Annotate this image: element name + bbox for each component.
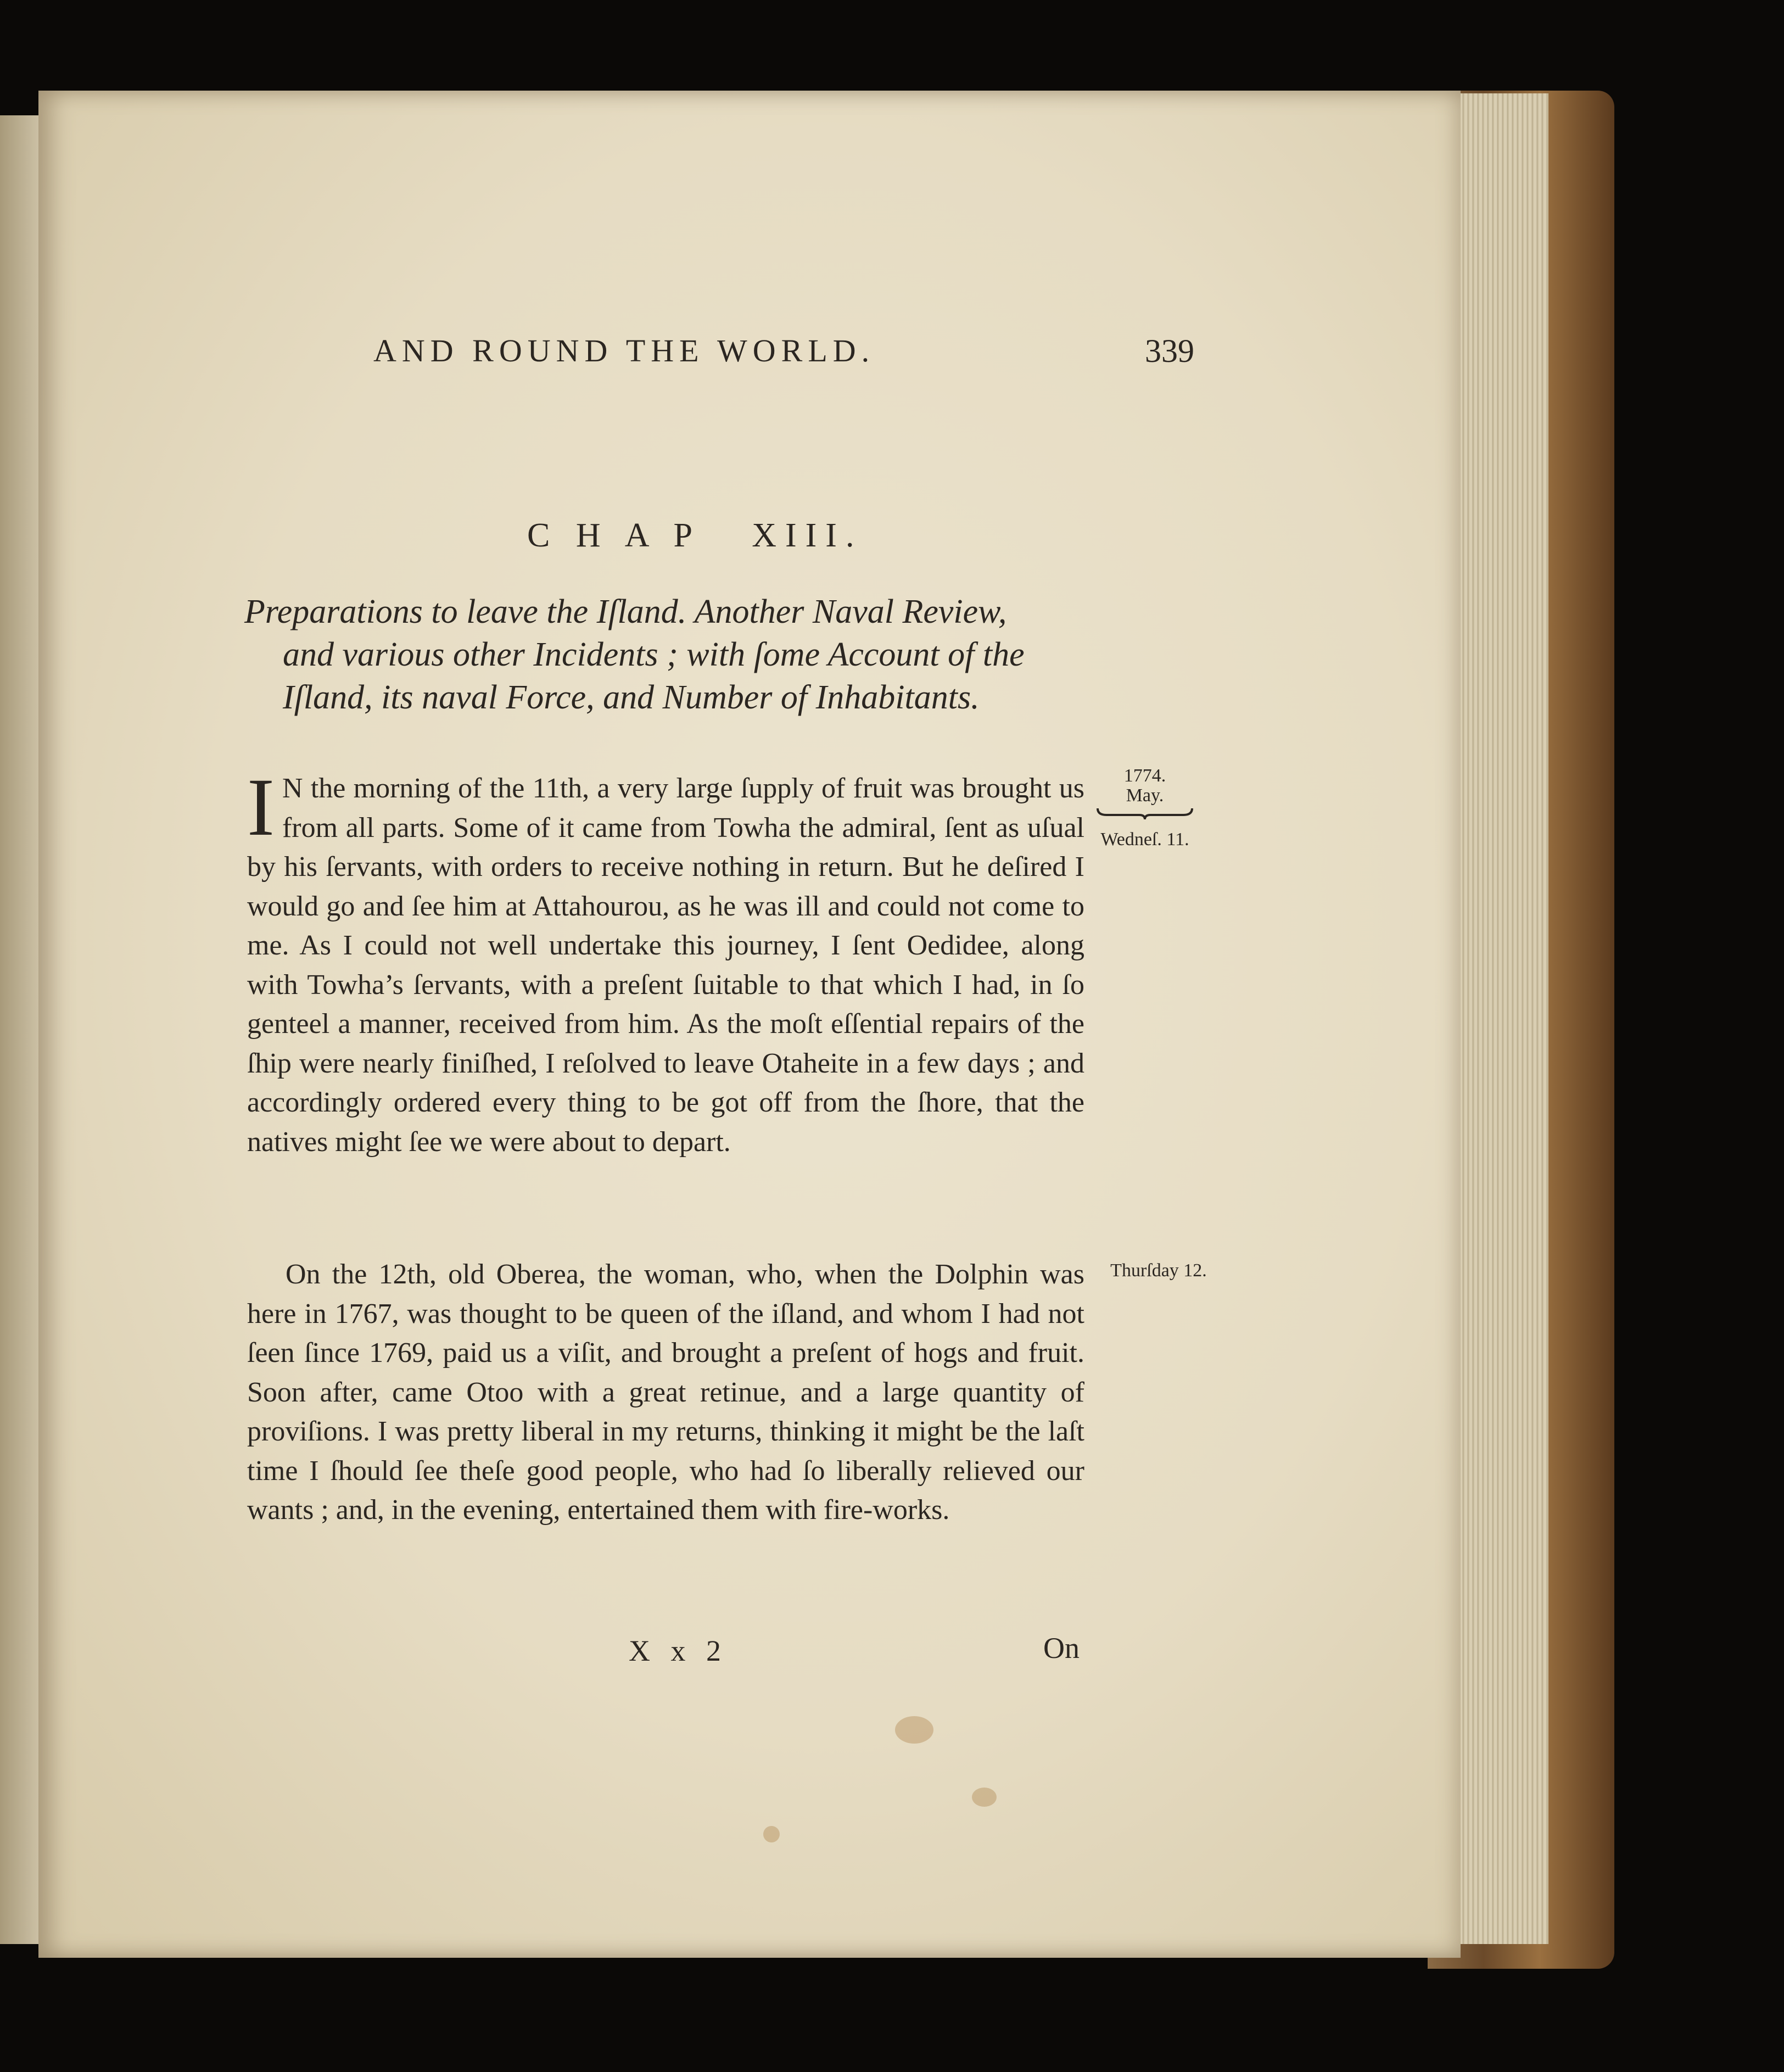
margin-year: 1774. [1123, 766, 1166, 786]
summary-line: Preparations to leave the Iſland. Another Naval Review, [244, 593, 1007, 630]
margin-month: May. [1126, 785, 1164, 806]
margin-note-day: Wedneſ. 11. [1100, 829, 1189, 850]
summary-line: Iſland, its naval Force, and Number of Inhabitants. [283, 679, 980, 716]
paragraph-1 [247, 762, 1084, 1161]
foxing-stain [895, 1716, 933, 1744]
catchword: On [1043, 1632, 1080, 1665]
signature-mark: X x 2 [629, 1634, 728, 1667]
margin-note-date [1115, 766, 1175, 806]
chapter-summary [244, 590, 1090, 719]
chapter-title: C H A P XIII. [527, 517, 863, 554]
foxing-stain [763, 1826, 780, 1842]
paragraph-1-text: N the morning of the 11th, a very large ſupply of fruit was brought us from all parts. Some of it came from Towha the admiral, ſent as uſual by his ſervants, with orders to receive nothing in return. But he deſired I would go and ſee him at Attahourou, as he was ill and could not come to me. As I could not well undertake this journey, I ſent Oedidee, along with Towha’s ſervants, with a preſent ſuitable to that which I had, in ſo genteel a manner, received from him. As the moſt eſſential repairs of the ſhip were nearly finiſhed, I reſolved to leave Otaheite in a few days ; and accordingly ordered every thing to be got off from the ſhore, that the natives might ſee we were about to depart. [247, 773, 1084, 1158]
summary-line: and various other Incidents ; with ſome Account of the [283, 636, 1025, 673]
brace-icon [1095, 807, 1194, 820]
drop-cap: I [247, 762, 275, 853]
foxing-stain [972, 1788, 997, 1807]
margin-note-day: Thurſday 12. [1110, 1260, 1207, 1281]
page-number: 339 [1145, 333, 1194, 369]
page-stack-edge [1450, 93, 1548, 1944]
running-head: AND ROUND THE WORLD. [373, 333, 875, 368]
paragraph-2: On the 12th, old Oberea, the woman, who, when the Dolphin was here in 1767, was thought to be queen of the iſland, and whom I had not ſeen ſince 1769, paid us a viſit, and brought a preſent of hogs and fruit. Soon after, came Otoo with a great retinue, and a large quantity of proviſions. I was pretty liberal in my returns, thinking it might be the laſt time I ſhould ſee theſe good people, who had ſo liberally relieved our wants ; and, in the evening, entertained them with fire-works. [247, 1259, 1084, 1526]
